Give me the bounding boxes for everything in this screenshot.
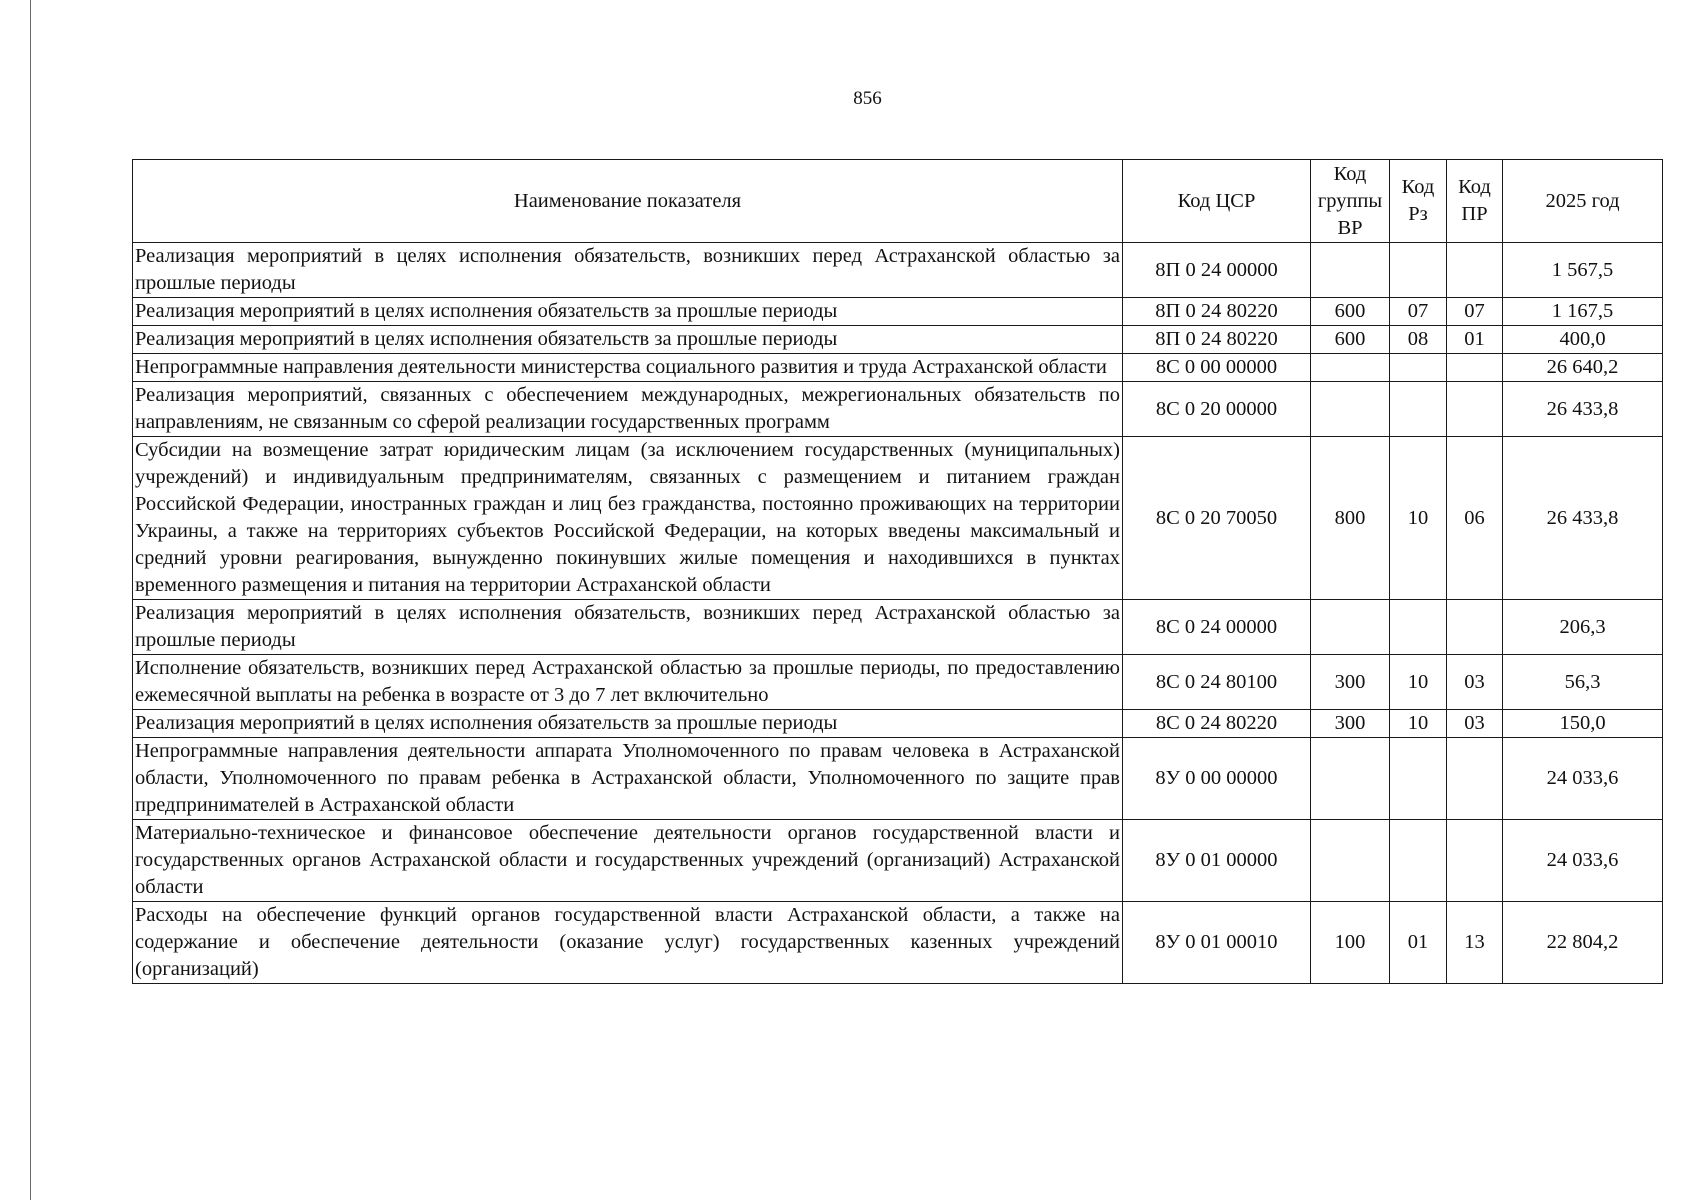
header-pr-code: Код ПР	[1447, 160, 1503, 243]
budget-table	[132, 159, 1663, 984]
header-csr-code: Код ЦСР	[1123, 160, 1311, 243]
cell-amount: 26 640,2	[1503, 354, 1663, 382]
cell-name: Непрограммные направления деятельности министерства социального развития и труда Астраханской области	[133, 354, 1123, 382]
cell-name: Материально-техническое и финансовое обеспечение деятельности органов государственной власти и государственных органов Астраханской области и государственных учреждений (организаций) Астраханской области	[133, 820, 1123, 902]
cell-csr-code: 8С 0 20 00000	[1123, 382, 1311, 437]
table-row	[133, 437, 1663, 600]
cell-pr-code: 03	[1447, 710, 1503, 738]
cell-rz-code	[1390, 820, 1447, 902]
cell-amount: 24 033,6	[1503, 738, 1663, 820]
cell-amount: 400,0	[1503, 326, 1663, 354]
table-row	[133, 710, 1663, 738]
cell-amount: 1 167,5	[1503, 298, 1663, 326]
table-row	[133, 298, 1663, 326]
table-header	[133, 160, 1663, 243]
cell-name: Субсидии на возмещение затрат юридическим лицам (за исключением государственных (муниципальных) учреждений) и индивидуальным предпринимателям, связанных с размещением и питанием граждан Российской Федерации, иностранных граждан и лиц без гражданства, постоянно проживающих на территории Украины, а также на территориях субъектов Российской Федерации, на которых введены максимальный и средний уровни реагирования, вынужденно покинувших жилые помещения и находившихся в пунктах временного размещения и питания на территории Астраханской области	[133, 437, 1123, 600]
cell-pr-code: 06	[1447, 437, 1503, 600]
cell-rz-code: 10	[1390, 710, 1447, 738]
cell-csr-code: 8С 0 20 70050	[1123, 437, 1311, 600]
cell-csr-code: 8С 0 24 00000	[1123, 600, 1311, 655]
cell-vr-code: 100	[1311, 902, 1390, 984]
cell-vr-code: 800	[1311, 437, 1390, 600]
table-row	[133, 382, 1663, 437]
cell-amount: 1 567,5	[1503, 243, 1663, 298]
cell-pr-code	[1447, 354, 1503, 382]
cell-amount: 150,0	[1503, 710, 1663, 738]
cell-pr-code	[1447, 738, 1503, 820]
cell-csr-code: 8П 0 24 80220	[1123, 298, 1311, 326]
cell-csr-code: 8С 0 24 80220	[1123, 710, 1311, 738]
cell-name: Реализация мероприятий в целях исполнения обязательств, возникших перед Астраханской областью за прошлые периоды	[133, 600, 1123, 655]
cell-vr-code	[1311, 354, 1390, 382]
cell-pr-code	[1447, 243, 1503, 298]
table-row	[133, 820, 1663, 902]
cell-vr-code	[1311, 600, 1390, 655]
cell-csr-code: 8П 0 24 80220	[1123, 326, 1311, 354]
cell-vr-code	[1311, 382, 1390, 437]
cell-rz-code	[1390, 600, 1447, 655]
cell-rz-code: 10	[1390, 437, 1447, 600]
cell-amount: 56,3	[1503, 655, 1663, 710]
table-row	[133, 738, 1663, 820]
header-rz-code: Код Рз	[1390, 160, 1447, 243]
table-row	[133, 902, 1663, 984]
cell-name: Реализация мероприятий в целях исполнения обязательств за прошлые периоды	[133, 298, 1123, 326]
cell-csr-code: 8П 0 24 00000	[1123, 243, 1311, 298]
cell-pr-code	[1447, 600, 1503, 655]
page-number: 856	[853, 88, 882, 109]
cell-csr-code: 8С 0 00 00000	[1123, 354, 1311, 382]
cell-csr-code: 8С 0 24 80100	[1123, 655, 1311, 710]
cell-pr-code	[1447, 820, 1503, 902]
table-row	[133, 600, 1663, 655]
cell-vr-code: 300	[1311, 655, 1390, 710]
cell-rz-code: 01	[1390, 902, 1447, 984]
cell-pr-code	[1447, 382, 1503, 437]
header-vr-code: Код группы ВР	[1311, 160, 1390, 243]
cell-rz-code	[1390, 243, 1447, 298]
cell-amount: 26 433,8	[1503, 437, 1663, 600]
cell-amount: 22 804,2	[1503, 902, 1663, 984]
cell-vr-code	[1311, 738, 1390, 820]
cell-pr-code: 03	[1447, 655, 1503, 710]
cell-amount: 206,3	[1503, 600, 1663, 655]
cell-amount: 26 433,8	[1503, 382, 1663, 437]
cell-name: Реализация мероприятий в целях исполнения обязательств за прошлые периоды	[133, 710, 1123, 738]
cell-name: Реализация мероприятий в целях исполнения обязательств за прошлые периоды	[133, 326, 1123, 354]
cell-rz-code: 07	[1390, 298, 1447, 326]
cell-csr-code: 8У 0 00 00000	[1123, 738, 1311, 820]
cell-rz-code: 10	[1390, 655, 1447, 710]
cell-vr-code: 600	[1311, 298, 1390, 326]
cell-pr-code: 01	[1447, 326, 1503, 354]
cell-name: Реализация мероприятий в целях исполнения обязательств, возникших перед Астраханской областью за прошлые периоды	[133, 243, 1123, 298]
cell-vr-code: 300	[1311, 710, 1390, 738]
cell-name: Исполнение обязательств, возникших перед Астраханской областью за прошлые периоды, по предоставлению ежемесячной выплаты на ребенка в возрасте от 3 до 7 лет включительно	[133, 655, 1123, 710]
cell-name: Непрограммные направления деятельности аппарата Уполномоченного по правам человека в Астраханской области, Уполномоченного по правам ребенка в Астраханской области, Уполномоченного по защите прав предпринимателей в Астраханской области	[133, 738, 1123, 820]
header-row	[133, 160, 1663, 243]
cell-vr-code	[1311, 243, 1390, 298]
cell-csr-code: 8У 0 01 00010	[1123, 902, 1311, 984]
cell-vr-code	[1311, 820, 1390, 902]
cell-csr-code: 8У 0 01 00000	[1123, 820, 1311, 902]
table-body	[133, 243, 1663, 984]
table-row	[133, 354, 1663, 382]
cell-amount: 24 033,6	[1503, 820, 1663, 902]
table-row	[133, 326, 1663, 354]
cell-vr-code: 600	[1311, 326, 1390, 354]
header-name: Наименование показателя	[133, 160, 1123, 243]
cell-name: Реализация мероприятий, связанных с обеспечением международных, межрегиональных обязательств по направлениям, не связанным со сферой реализации государственных программ	[133, 382, 1123, 437]
table-row	[133, 655, 1663, 710]
cell-rz-code	[1390, 738, 1447, 820]
table-row	[133, 243, 1663, 298]
cell-rz-code	[1390, 382, 1447, 437]
cell-pr-code: 13	[1447, 902, 1503, 984]
cell-rz-code	[1390, 354, 1447, 382]
cell-pr-code: 07	[1447, 298, 1503, 326]
header-year: 2025 год	[1503, 160, 1663, 243]
cell-name: Расходы на обеспечение функций органов государственной власти Астраханской области, а также на содержание и обеспечение деятельности (оказание услуг) государственных казенных учреждений (организаций)	[133, 902, 1123, 984]
cell-rz-code: 08	[1390, 326, 1447, 354]
scan-margin-line	[30, 0, 31, 1200]
